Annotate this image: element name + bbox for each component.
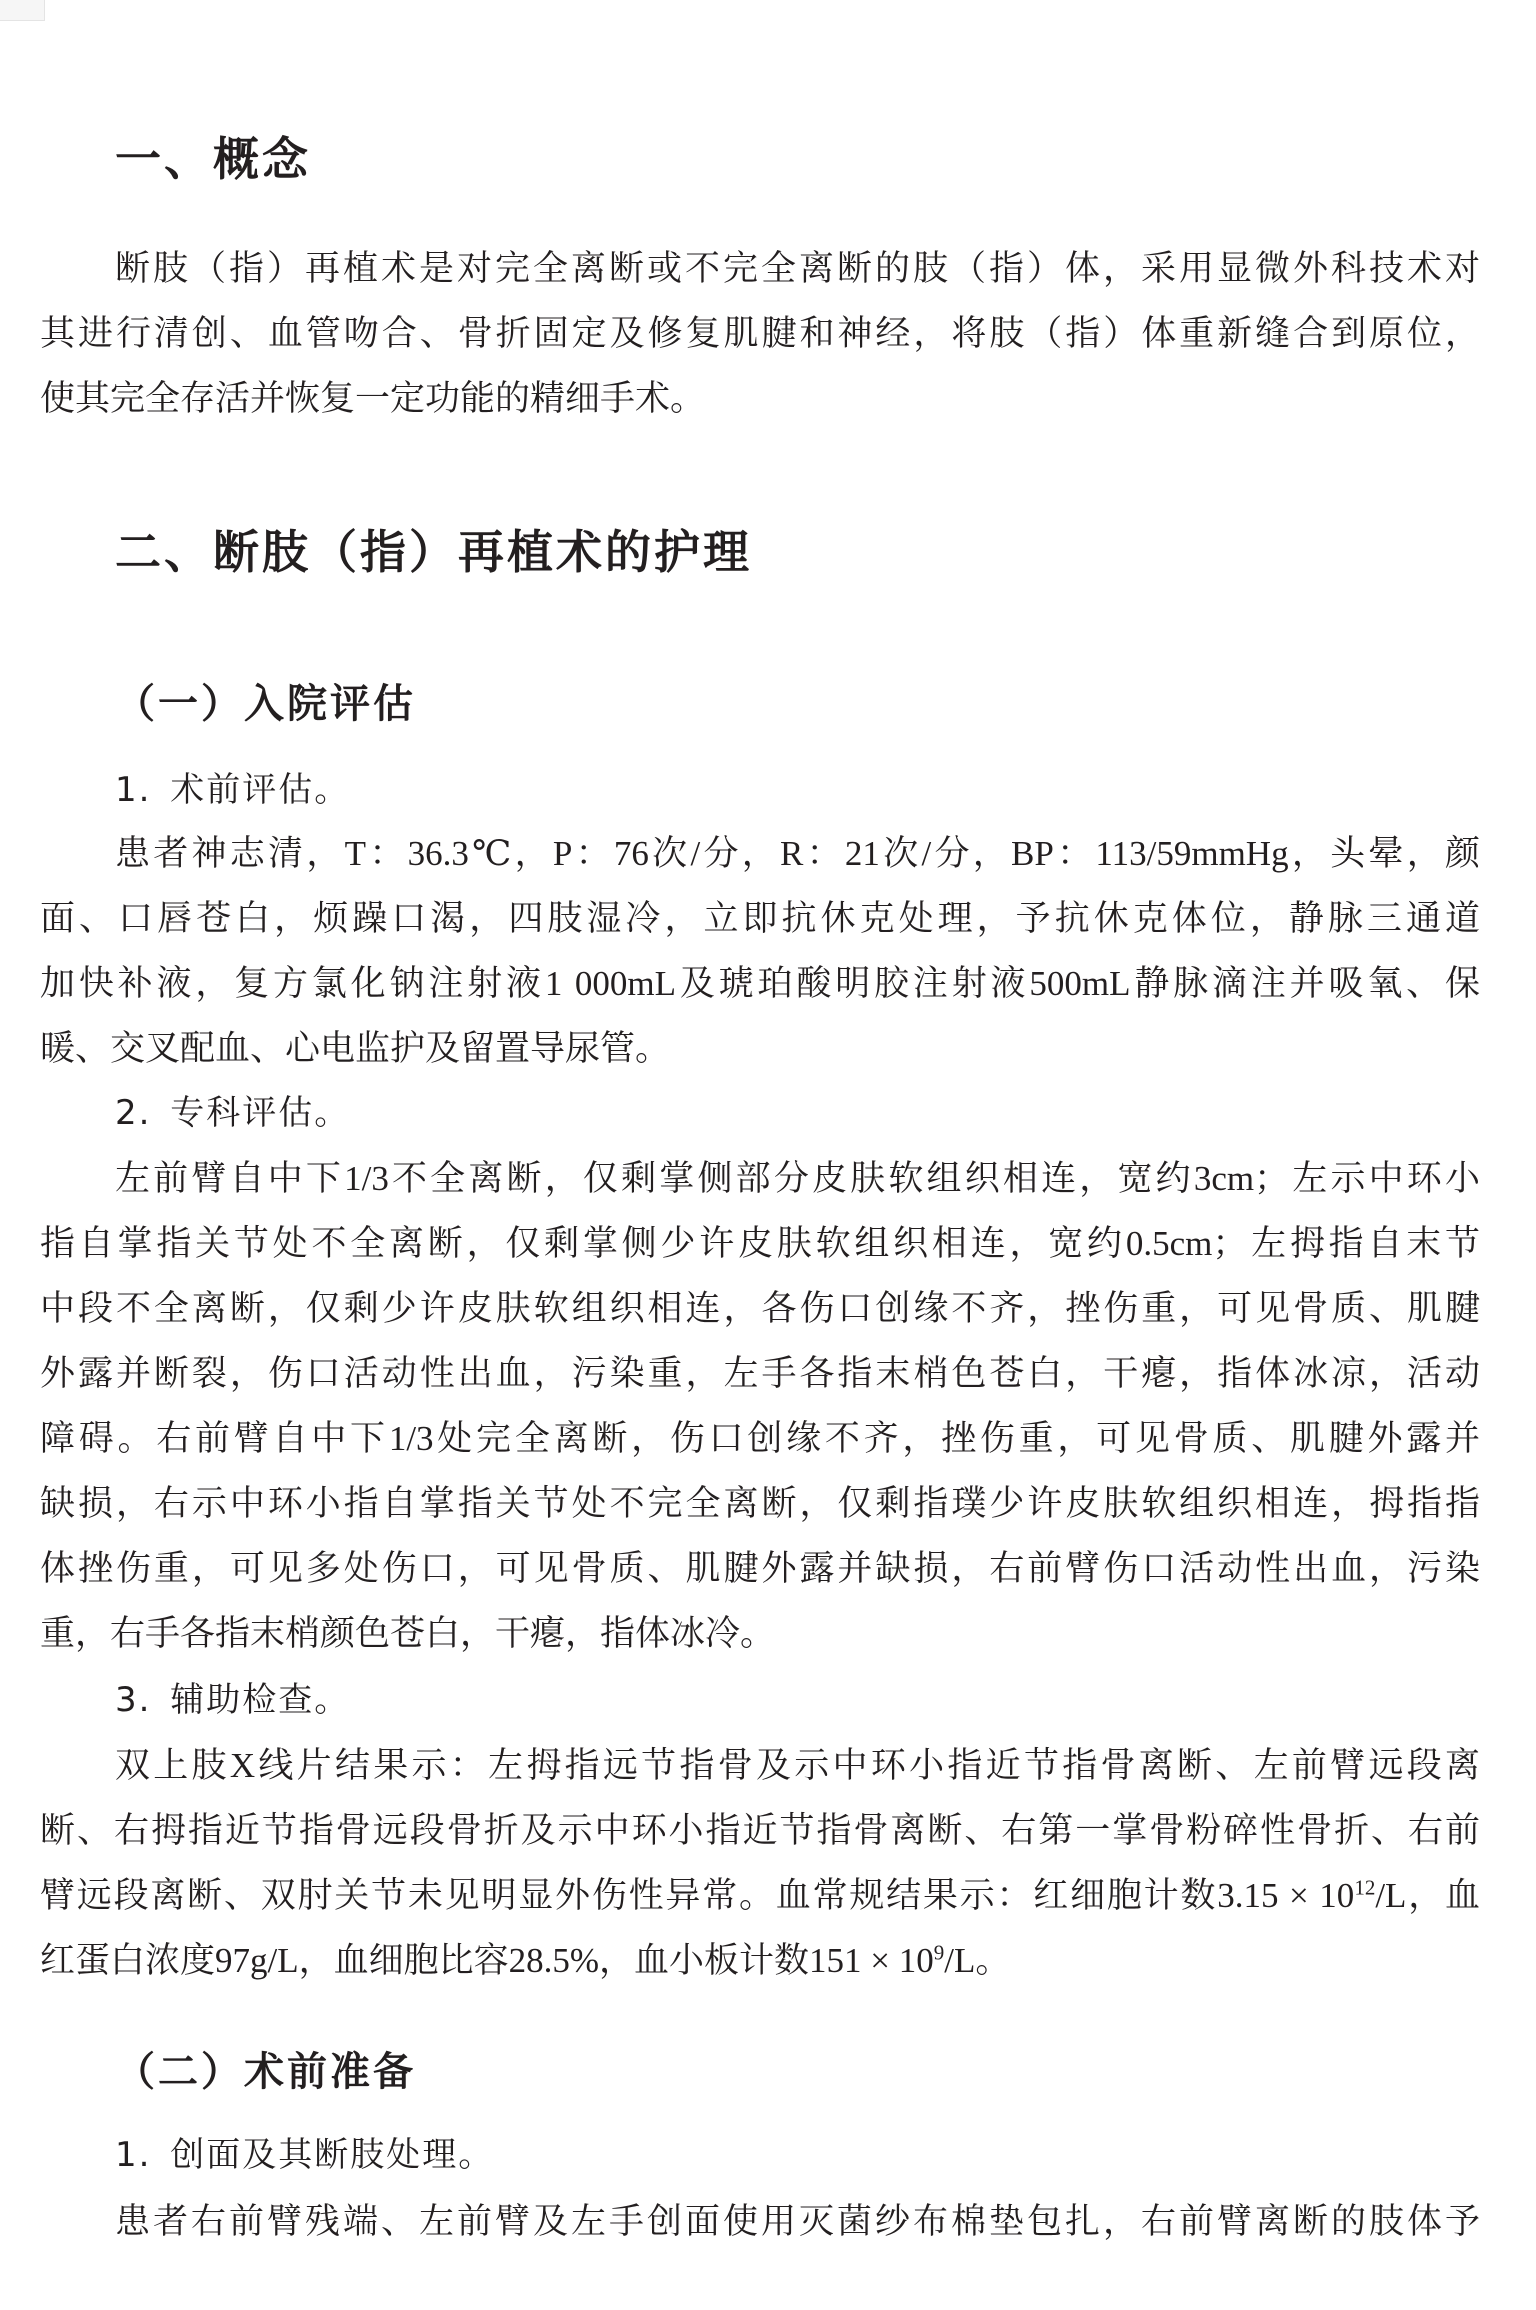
paragraph-line: 双上肢X线片结果示：左拇指远节指骨及示中环小指近节指骨离断、左前臂远段离 <box>115 1746 1480 1785</box>
paragraph-line: 患者右前臂残端、左前臂及左手创面使用灭菌纱布棉垫包扎，右前臂离断的肢体予 <box>115 2202 1480 2241</box>
concept-paragraph <box>40 236 1480 431</box>
paragraph-line: 加快补液，复方氯化钠注射液1 000mL及琥珀酸明胶注射液500mL静脉滴注并吸氧、保 <box>40 964 1480 1003</box>
paragraph-line: 其进行清创、血管吻合、骨折固定及修复肌腱和神经，将肢（指）体重新缝合到原位， <box>40 314 1480 353</box>
subsection-heading: （一）入院评估 <box>115 681 416 726</box>
paragraph-line: 指自掌指关节处不全离断，仅剩掌侧少许皮肤软组织相连，宽约0.5cm；左拇指自末节 <box>40 1224 1480 1263</box>
line-text: /L。 <box>944 1941 1011 1980</box>
paragraph-line <box>40 1863 1480 1928</box>
exponent: 12 <box>1354 1875 1376 1900</box>
specialty-assessment-paragraph <box>40 1146 1480 1666</box>
paragraph-line: 中段不全离断，仅剩少许皮肤软组织相连，各伤口创缘不齐，挫伤重，可见骨质、肌腱 <box>40 1289 1480 1328</box>
paragraph-line: 缺损，右示中环小指自掌指关节处不完全离断，仅剩指璞少许皮肤软组织相连，拇指指 <box>40 1484 1480 1523</box>
paragraph-line: 患者神志清，T：36.3℃，P：76次/分，R：21次/分，BP：113/59mmHg，头晕，颜 <box>115 834 1480 873</box>
paragraph-line: 左前臂自中下1/3不全离断，仅剩掌侧部分皮肤软组织相连，宽约3cm；左示中环小 <box>115 1159 1480 1198</box>
item-heading: 1. 术前评估。 <box>115 770 351 810</box>
item-heading: 1. 创面及其断肢处理。 <box>115 2135 495 2175</box>
corner-mark <box>0 0 45 21</box>
line-text: /L，血 <box>1375 1876 1480 1915</box>
preop-assessment-paragraph <box>40 821 1480 1081</box>
paragraph-line: 断、右拇指近节指骨远段骨折及示中环小指近节指骨离断、右第一掌骨粉碎性骨折、右前 <box>40 1811 1480 1850</box>
paragraph-line: 重，右手各指末梢颜色苍白，干瘪，指体冰冷。 <box>40 1614 776 1653</box>
paragraph-line: 面、口唇苍白，烦躁口渴，四肢湿冷，立即抗休克处理，予抗休克体位，静脉三通道 <box>40 899 1480 938</box>
wound-care-paragraph <box>40 2189 1480 2254</box>
item-heading: 2. 专科评估。 <box>115 1093 351 1133</box>
section-heading: 一、概念 <box>115 132 311 186</box>
paragraph-line: 障碍。右前臂自中下1/3处完全离断，伤口创缘不齐，挫伤重，可见骨质、肌腱外露并 <box>40 1419 1480 1458</box>
exponent: 9 <box>933 1940 945 1965</box>
paragraph-line: 外露并断裂，伤口活动性出血，污染重，左手各指末梢色苍白，干瘪，指体冰凉，活动 <box>40 1354 1480 1393</box>
line-text: 臂远段离断、双肘关节未见明显外伤性异常。血常规结果示：红细胞计数3.15 × 10 <box>40 1876 1355 1915</box>
line-text: 红蛋白浓度97g/L，血细胞比容28.5%，血小板计数151 × 10 <box>40 1941 934 1980</box>
item-heading: 3. 辅助检查。 <box>115 1680 351 1720</box>
paragraph-line: 断肢（指）再植术是对完全离断或不完全离断的肢（指）体，采用显微外科技术对 <box>115 249 1480 288</box>
paragraph-line: 使其完全存活并恢复一定功能的精细手术。 <box>40 379 706 418</box>
section-heading: 二、断肢（指）再植术的护理 <box>115 525 752 579</box>
auxiliary-exam-paragraph <box>40 1733 1480 1993</box>
paragraph-line: 暖、交叉配血、心电监护及留置导尿管。 <box>40 1029 671 1068</box>
paragraph-line: 体挫伤重，可见多处伤口，可见骨质、肌腱外露并缺损，右前臂伤口活动性出血，污染 <box>40 1549 1480 1588</box>
subsection-heading: （二）术前准备 <box>115 2049 416 2094</box>
paragraph-line <box>40 1928 1480 1993</box>
